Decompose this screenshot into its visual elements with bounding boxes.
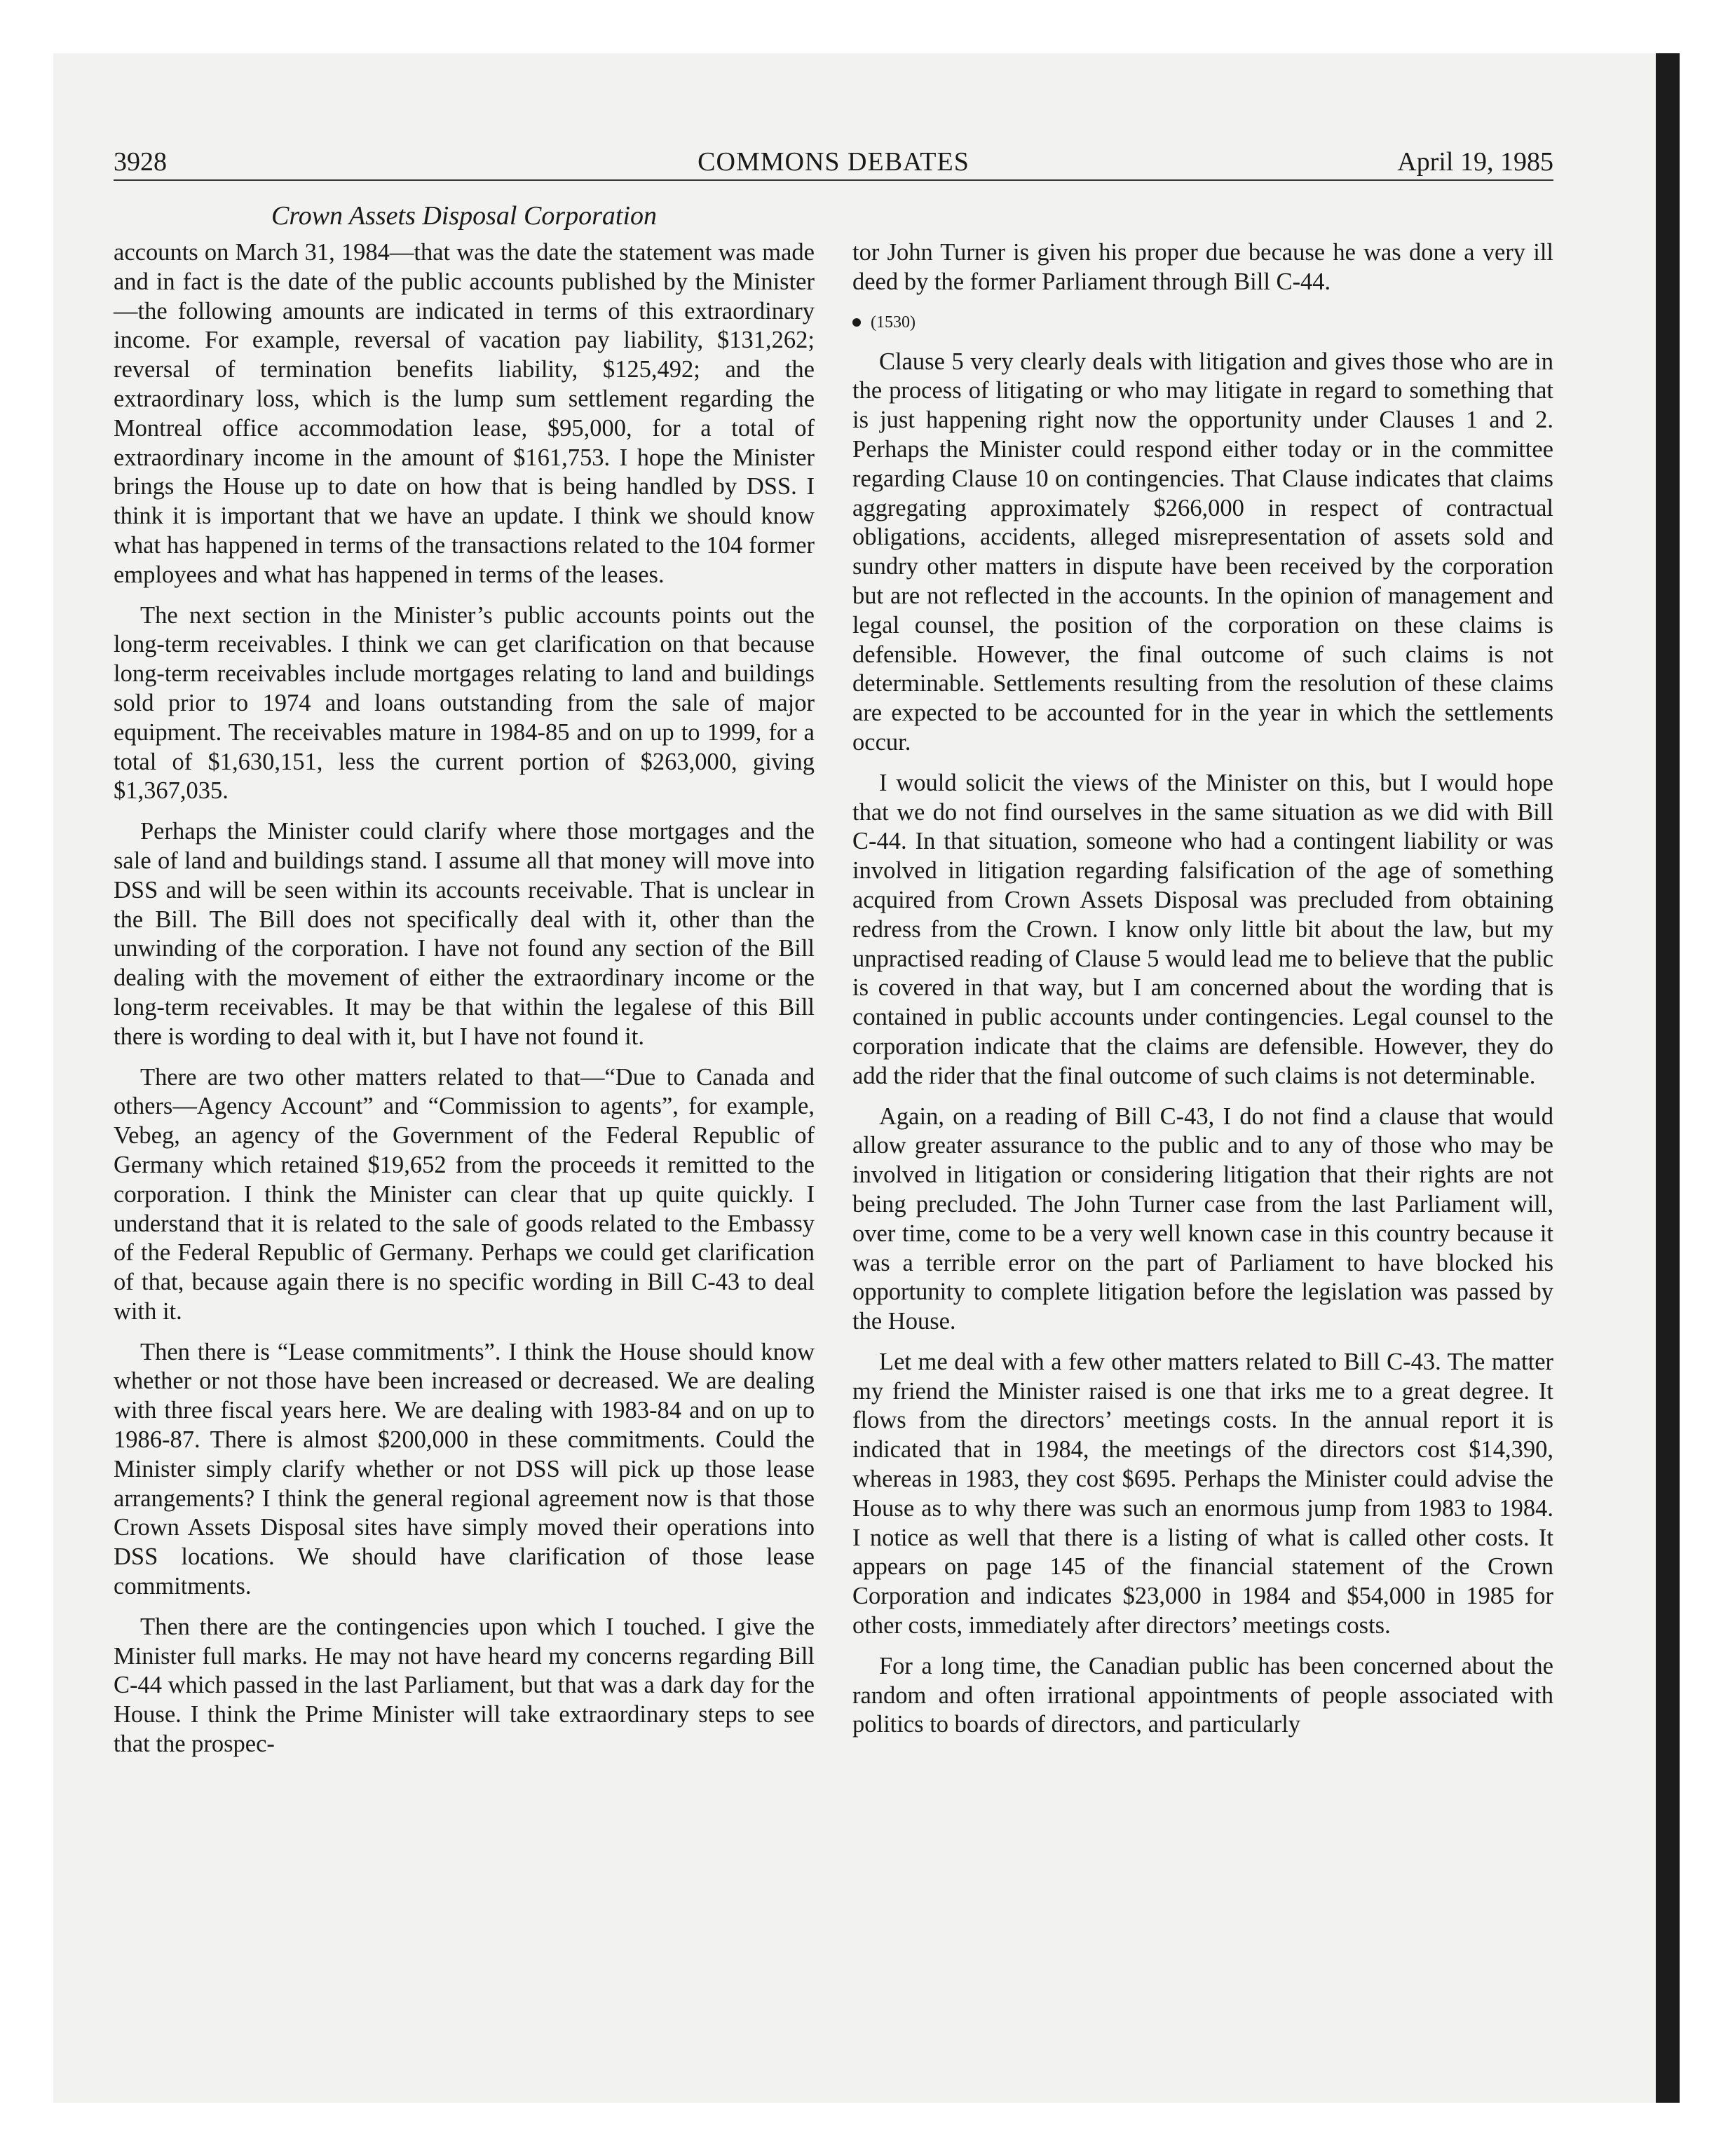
section-title: Crown Assets Disposal Corporation <box>271 201 658 231</box>
time-marker <box>852 308 1553 336</box>
time-marker-label: (1530) <box>871 313 916 332</box>
header-rule <box>114 179 1553 181</box>
scan-edge-shadow <box>1656 53 1680 2103</box>
paragraph: I would solicit the views of the Minister on this, but I would hope that we do not find ourselves in the same situation as we did with Bill C-44. In that situation, someone who had a contingent liability or was involved in litigation regarding falsification of the age of something acquired from Crown Assets Disposal was precluded from obtaining redress from the Crown. I know only little bit about the law, but my unpractised reading of Clause 5 would lead me to believe that the public is covered in that way, but I am concerned about the wording that is contained in public accounts under contingencies. Legal counsel to the corporation indicate that the claims are defensible. However, they do add the rider that the final outcome of such claims is not determinable. <box>852 769 1553 1089</box>
paragraph: There are two other matters related to that—“Due to Canada and others—Agency Account” and “Commission to agents”, for example, Vebeg, an agency of the Government of the Federal Republic of Germany which retained $19,652 from the proceeds it remitted to the corporation. I think the Minister can clear that up quite quickly. I understand that it is related to the sale of goods related to the Embassy of the Federal Republic of Germany. Perhaps we could get clarification of that, because again there is no specific wording in Bill C-43 to deal with it. <box>114 1063 815 1325</box>
paragraph: accounts on March 31, 1984—that was the date the statement was made and in fact is the date of the public accounts published by the Minister—the following amounts are indicated in terms of this extraordinary income. For example, reversal of vacation pay liability, $131,262; reversal of termination benefits liability, $125,492; and the extraordinary loss, which is the lump sum settlement regarding the Montreal office accommodation lease, $95,000, for a total of extraordinary income in the amount of $161,753. I hope the Minister brings the House up to date on how that is being handled by DSS. I think it is important that we have an update. I think we should know what has happened in terms of the transactions related to the 104 former employees and what has happened in terms of the leases. <box>114 239 815 588</box>
paragraph: Perhaps the Minister could clarify where those mortgages and the sale of land and buildings stand. I assume all that money will move into DSS and will be seen within its accounts receivable. That is unclear in the Bill. The Bill does not specifically deal with it, other than the unwinding of the corporation. I have not found any section of the Bill dealing with the movement of either the extraordinary income or the long-term receivables. It may be that within the legalese of this Bill there is wording to deal with it, but I have not found it. <box>114 818 815 1050</box>
paragraph: tor John Turner is given his proper due because he was done a very ill deed by the former Parliament through Bill C-44. <box>852 239 1553 295</box>
left-column <box>114 238 815 1770</box>
page-number: 3928 <box>114 147 167 177</box>
paragraph: Again, on a reading of Bill C-43, I do not find a clause that would allow greater assurance to the public and to any of those who may be involved in litigation or considering litigation that their rights are not being precluded. The John Turner case from the last Parliament will, over time, come to be a very well known case in this country because it was a terrible error on the part of Parliament to have blocked his opportunity to complete litigation before the legislation was passed by the House. <box>852 1103 1553 1335</box>
paragraph: Let me deal with a few other matters related to Bill C-43. The matter my friend the Minister raised is one that irks me to a great degree. It flows from the directors’ meetings costs. In the annual report it is indicated that in 1984, the meetings of the directors cost $14,390, whereas in 1983, they cost $695. Perhaps the Minister could advise the House as to why there was such an enormous jump from 1983 to 1984. I notice as well that there is a listing of what is called other costs. It appears on page 145 of the financial statement of the Crown Corporation and indicates $23,000 in 1984 and $54,000 in 1985 for other costs, immediately after directors’ meetings costs. <box>852 1348 1553 1639</box>
bullet-icon <box>852 318 861 327</box>
paragraph: For a long time, the Canadian public has been concerned about the random and often irrational appointments of people associated with politics to boards of directors, and particularly <box>852 1652 1553 1738</box>
right-column <box>852 238 1553 1751</box>
paragraph: The next section in the Minister’s public accounts points out the long-term receivables. I think we can get clarification on that because long-term receivables include mortgages relating to land and buildings sold prior to 1974 and loans outstanding from the sale of major equipment. The receivables mature in 1984-85 and on up to 1999, for a total of $1,630,151, less the current portion of $263,000, giving $1,367,035. <box>114 601 815 805</box>
page-header <box>114 144 1553 179</box>
paragraph: Clause 5 very clearly deals with litigation and gives those who are in the process of litigating or who may litigate in regard to something that is just happening right now the opportunity under Clauses 1 and 2. Perhaps the Minister could respond either today or in the committee regarding Clause 10 on contingencies. That Clause indicates that claims aggregating approximately $266,000 in respect of contractual obligations, accidents, alleged misrepresentation of assets sold and sundry other matters in dispute have been received by the corporation but are not reflected in the accounts. In the opinion of management and legal counsel, the position of the corporation on these claims is defensible. However, the final outcome of such claims is not determinable. Settlements resulting from the resolution of these claims are expected to be accounted for in the year in which the settlements occur. <box>852 348 1553 756</box>
paragraph: Then there are the contingencies upon which I touched. I give the Minister full marks. He may not have heard my concerns regarding Bill C-44 which passed in the last Parliament, but that was a dark day for the House. I think the Prime Minister will take extraordinary steps to see that the prospec- <box>114 1613 815 1758</box>
publication-date: April 19, 1985 <box>1397 147 1553 177</box>
publication-title: COMMONS DEBATES <box>698 147 969 177</box>
paragraph: Then there is “Lease commitments”. I think the House should know whether or not those have been increased or decreased. We are dealing with three fiscal years here. We are dealing with 1983-84 and on up to 1986-87. There is almost $200,000 in these commitments. Could the Minister simply clarify whether or not DSS will pick up those lease arrangements? I think the general regional agreement now is that those Crown Assets Disposal sites have simply moved their operations into DSS locations. We should have clarification of those lease commitments. <box>114 1338 815 1600</box>
